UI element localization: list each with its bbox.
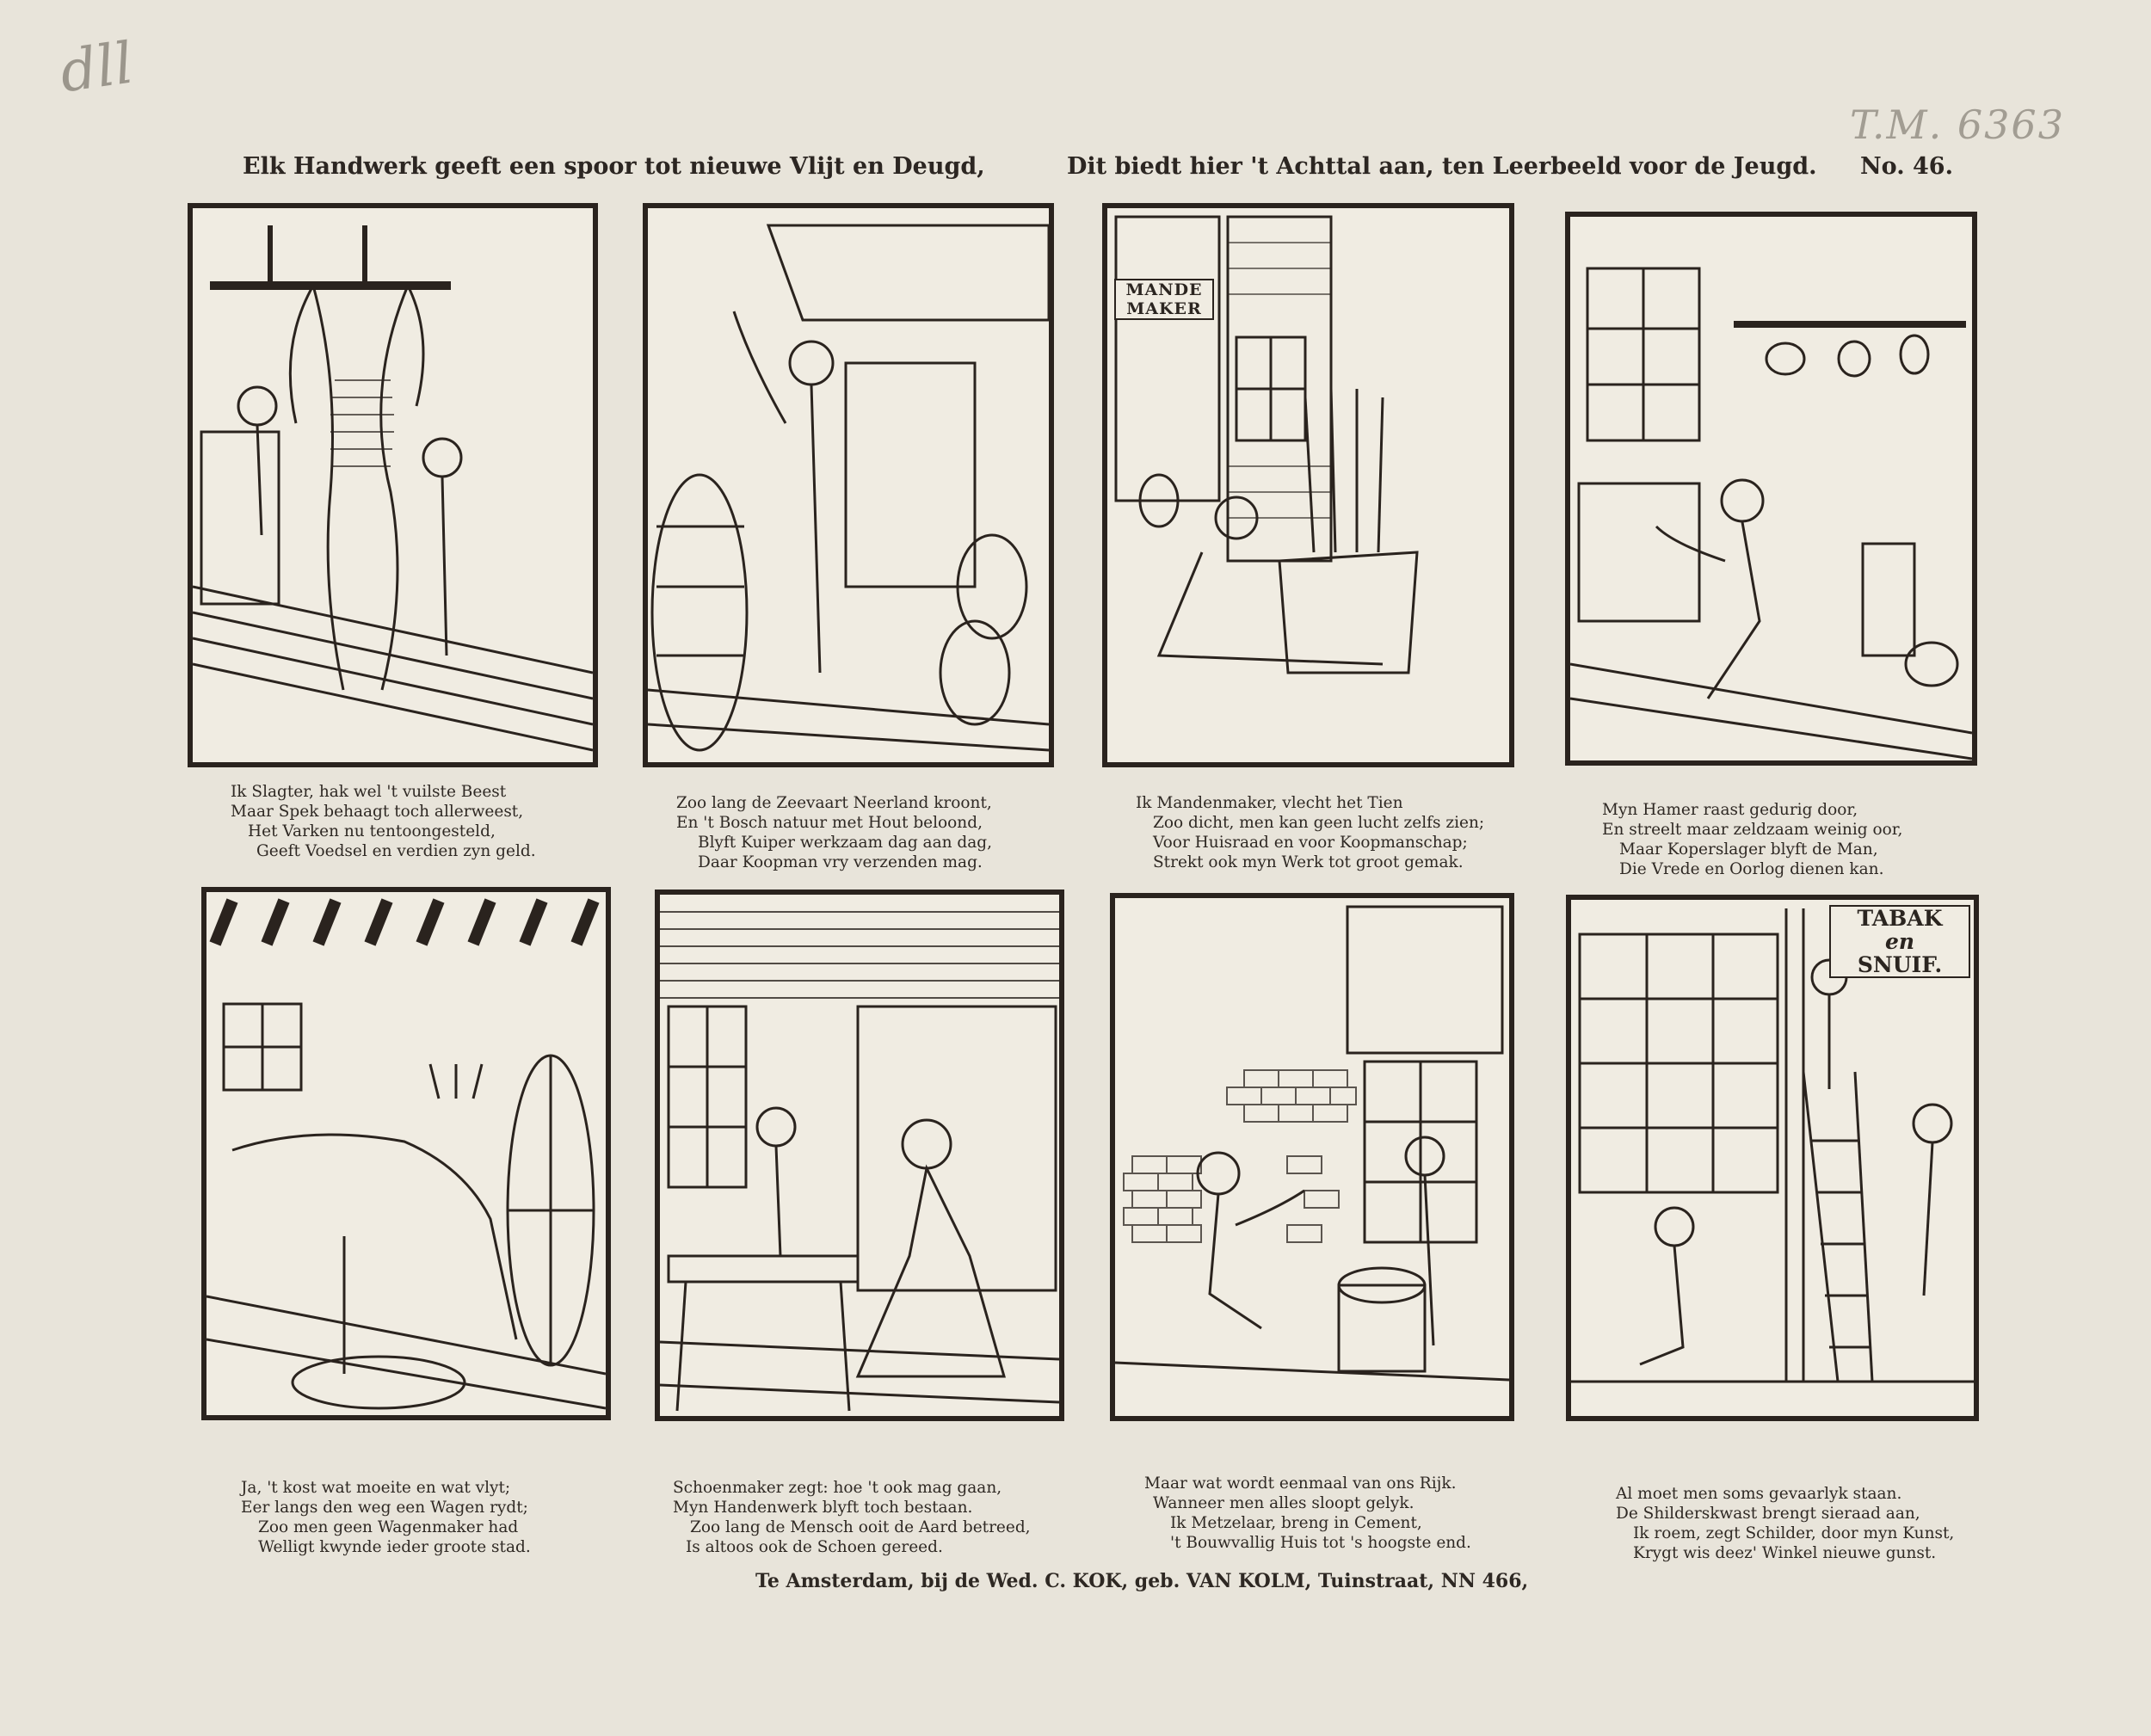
verse-line: Die Vrede en Oorlog dienen kan. xyxy=(1619,860,1884,878)
header-verse-left: Elk Handwerk geeft een spoor tot nieuwe Vlijt en Deugd, xyxy=(243,153,985,180)
woodcut-mason xyxy=(1110,893,1514,1421)
verse-cooper xyxy=(676,793,992,872)
verse-line: Geeft Voedsel en verdien zyn geld. xyxy=(256,842,536,860)
print-number: No. 46. xyxy=(1860,153,1953,180)
sign-tabak-line-2: en xyxy=(1884,929,1915,954)
verse-line: Myn Hamer raast gedurig door, xyxy=(1602,801,1858,819)
verse-line: Zoo lang de Mensch ooit de Aard betreed, xyxy=(690,1518,1031,1536)
verse-line: Welligt kwynde ieder groote stad. xyxy=(258,1538,531,1556)
woodcut-shoemaker xyxy=(655,890,1064,1421)
verse-line: Daar Koopman vry verzenden mag. xyxy=(698,853,983,871)
woodcut-butcher xyxy=(188,203,598,767)
verse-line: Schoenmaker zegt: hoe 't ook mag gaan, xyxy=(673,1479,1002,1497)
verse-wheelwright xyxy=(241,1478,531,1557)
sign-tabak-line-3: SNUIF. xyxy=(1857,952,1943,977)
pencil-annotation-inventory: T.M. 6363 xyxy=(1850,102,2065,148)
verse-line: Het Varken nu tentoongesteld, xyxy=(248,822,496,840)
verse-line: Krygt wis deez' Winkel nieuwe gunst. xyxy=(1633,1544,1937,1562)
verse-line: De Shilderskwast brengt sieraad aan, xyxy=(1616,1505,1920,1523)
header-verse-right: Dit biedt hier 't Achttal aan, ten Leerbeeld voor de Jeugd. xyxy=(1067,153,1817,180)
verse-line: Blyft Kuiper werkzaam dag aan dag, xyxy=(698,834,992,852)
verse-line: 't Bouwvallig Huis tot 's hoogste end. xyxy=(1170,1534,1471,1552)
verse-line: Ik roem, zegt Schilder, door myn Kunst, xyxy=(1633,1524,1955,1542)
verse-line: Maar Spek behaagt toch allerweest, xyxy=(231,803,524,821)
publisher-imprint: Te Amsterdam, bij de Wed. C. KOK, geb. VAN KOLM, Tuinstraat, NN 466, xyxy=(755,1570,1529,1592)
sign-mandemaker-line-1: MANDE xyxy=(1125,280,1203,299)
verse-line: Al moet men soms gevaarlyk staan. xyxy=(1616,1485,1902,1503)
sign-tabak-line-1: TABAK xyxy=(1857,906,1943,931)
woodcut-wheelwright xyxy=(201,887,611,1420)
sign-tabak-en-snuif xyxy=(1829,905,1970,978)
verse-line: Ja, 't kost wat moeite en wat vlyt; xyxy=(241,1479,511,1497)
sign-mandemaker-line-2: MAKER xyxy=(1126,299,1202,318)
verse-line: Strekt ook myn Werk tot groot gemak. xyxy=(1153,853,1464,871)
verse-line: Ik Slagter, hak wel 't vuilste Beest xyxy=(231,783,507,801)
sign-mandemaker xyxy=(1114,279,1214,320)
verse-line: En 't Bosch natuur met Hout beloond, xyxy=(676,814,983,832)
verse-line: Ik Mandenmaker, vlecht het Tien xyxy=(1136,794,1403,812)
verse-butcher xyxy=(231,782,536,861)
verse-line: Is altoos ook de Schoen gereed. xyxy=(686,1538,943,1556)
verse-mason xyxy=(1144,1474,1471,1553)
verse-line: En streelt maar zeldzaam weinig oor, xyxy=(1602,821,1903,839)
verse-line: Maar Koperslager blyft de Man, xyxy=(1619,840,1878,859)
pencil-annotation-left: dll xyxy=(56,29,138,106)
verse-line: Maar wat wordt eenmaal van ons Rijk. xyxy=(1144,1474,1457,1493)
woodcut-basket-maker xyxy=(1102,203,1514,767)
verse-basket-maker xyxy=(1136,793,1484,872)
woodcut-painter xyxy=(1566,895,1979,1421)
verse-painter xyxy=(1616,1484,1954,1563)
woodcut-cooper xyxy=(643,203,1054,767)
verse-line: Zoo men geen Wagenmaker had xyxy=(258,1518,519,1536)
verse-line: Zoo dicht, men kan geen lucht zelfs zien; xyxy=(1153,814,1485,832)
verse-line: Voor Huisraad en voor Koopmanschap; xyxy=(1153,834,1468,852)
verse-line: Ik Metzelaar, breng in Cement, xyxy=(1170,1514,1422,1532)
verse-line: Myn Handenwerk blyft toch bestaan. xyxy=(673,1499,973,1517)
verse-line: Zoo lang de Zeevaart Neerland kroont, xyxy=(676,794,992,812)
verse-line: Wanneer men alles sloopt gelyk. xyxy=(1153,1494,1414,1512)
verse-line: Eer langs den weg een Wagen rydt; xyxy=(241,1499,528,1517)
verse-coppersmith xyxy=(1602,800,1902,879)
verse-shoemaker xyxy=(673,1478,1031,1557)
woodcut-coppersmith xyxy=(1565,212,1977,766)
